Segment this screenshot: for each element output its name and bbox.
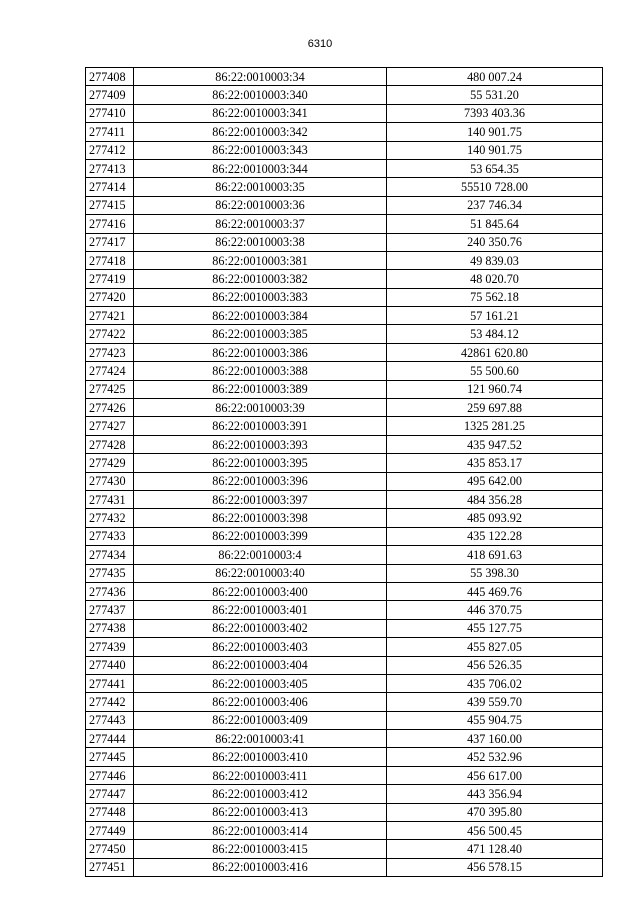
table-row [86, 858, 603, 876]
table-row [86, 178, 603, 196]
table-row [86, 417, 603, 435]
table-row [86, 454, 603, 472]
cadastral-number-cell: 86:22:0010003:344 [134, 159, 387, 177]
value-cell: 7393 403.36 [387, 104, 603, 122]
cadastral-number-cell: 86:22:0010003:388 [134, 362, 387, 380]
cadastral-number-cell: 86:22:0010003:37 [134, 215, 387, 233]
row-number-cell: 277443 [86, 711, 134, 729]
row-number-cell: 277425 [86, 380, 134, 398]
table-row [86, 546, 603, 564]
row-number-cell: 277422 [86, 325, 134, 343]
cadastral-number-cell: 86:22:0010003:384 [134, 307, 387, 325]
row-number-cell: 277440 [86, 656, 134, 674]
value-cell: 49 839.03 [387, 251, 603, 269]
row-number-cell: 277409 [86, 86, 134, 104]
cadastral-number-cell: 86:22:0010003:415 [134, 840, 387, 858]
row-number-cell: 277434 [86, 546, 134, 564]
value-cell: 1325 281.25 [387, 417, 603, 435]
value-cell: 75 562.18 [387, 288, 603, 306]
row-number-cell: 277435 [86, 564, 134, 582]
row-number-cell: 277446 [86, 766, 134, 784]
table-row [86, 656, 603, 674]
row-number-cell: 277449 [86, 822, 134, 840]
value-cell: 240 350.76 [387, 233, 603, 251]
table-row [86, 233, 603, 251]
table-row [86, 693, 603, 711]
table-row [86, 582, 603, 600]
cadastral-number-cell: 86:22:0010003:404 [134, 656, 387, 674]
value-cell: 484 356.28 [387, 490, 603, 508]
row-number-cell: 277426 [86, 399, 134, 417]
cadastral-number-cell: 86:22:0010003:416 [134, 858, 387, 876]
cadastral-number-cell: 86:22:0010003:386 [134, 343, 387, 361]
table-row [86, 141, 603, 159]
cadastral-number-cell: 86:22:0010003:403 [134, 638, 387, 656]
cadastral-number-cell: 86:22:0010003:40 [134, 564, 387, 582]
table-row [86, 527, 603, 545]
table-row [86, 490, 603, 508]
value-cell: 437 160.00 [387, 730, 603, 748]
row-number-cell: 277413 [86, 159, 134, 177]
table-row [86, 619, 603, 637]
table-row [86, 785, 603, 803]
row-number-cell: 277450 [86, 840, 134, 858]
table-row [86, 196, 603, 214]
cadastral-number-cell: 86:22:0010003:36 [134, 196, 387, 214]
value-cell: 470 395.80 [387, 803, 603, 821]
table-row [86, 288, 603, 306]
table-row [86, 325, 603, 343]
row-number-cell: 277427 [86, 417, 134, 435]
cadastral-number-cell: 86:22:0010003:399 [134, 527, 387, 545]
value-cell: 439 559.70 [387, 693, 603, 711]
row-number-cell: 277437 [86, 601, 134, 619]
value-cell: 443 356.94 [387, 785, 603, 803]
cadastral-number-cell: 86:22:0010003:341 [134, 104, 387, 122]
cadastral-number-cell: 86:22:0010003:396 [134, 472, 387, 490]
value-cell: 418 691.63 [387, 546, 603, 564]
table-body [86, 68, 603, 877]
cadastral-number-cell: 86:22:0010003:401 [134, 601, 387, 619]
table-row [86, 638, 603, 656]
row-number-cell: 277445 [86, 748, 134, 766]
row-number-cell: 277416 [86, 215, 134, 233]
cadastral-number-cell: 86:22:0010003:400 [134, 582, 387, 600]
row-number-cell: 277442 [86, 693, 134, 711]
table-row [86, 380, 603, 398]
table-row [86, 803, 603, 821]
table-row [86, 104, 603, 122]
table-row [86, 435, 603, 453]
value-cell: 446 370.75 [387, 601, 603, 619]
value-cell: 495 642.00 [387, 472, 603, 490]
row-number-cell: 277451 [86, 858, 134, 876]
value-cell: 435 122.28 [387, 527, 603, 545]
page-number: 6310 [307, 38, 333, 50]
value-cell: 42861 620.80 [387, 343, 603, 361]
value-cell: 471 128.40 [387, 840, 603, 858]
row-number-cell: 277414 [86, 178, 134, 196]
row-number-cell: 277433 [86, 527, 134, 545]
value-cell: 480 007.24 [387, 68, 603, 86]
table-row [86, 601, 603, 619]
value-cell: 455 827.05 [387, 638, 603, 656]
cadastral-number-cell: 86:22:0010003:389 [134, 380, 387, 398]
row-number-cell: 277430 [86, 472, 134, 490]
cadastral-number-cell: 86:22:0010003:409 [134, 711, 387, 729]
value-cell: 55510 728.00 [387, 178, 603, 196]
value-cell: 48 020.70 [387, 270, 603, 288]
cadastral-number-cell: 86:22:0010003:413 [134, 803, 387, 821]
row-number-cell: 277423 [86, 343, 134, 361]
table-row [86, 509, 603, 527]
row-number-cell: 277432 [86, 509, 134, 527]
value-cell: 456 500.45 [387, 822, 603, 840]
cadastral-number-cell: 86:22:0010003:405 [134, 674, 387, 692]
table-row [86, 674, 603, 692]
cadastral-number-cell: 86:22:0010003:411 [134, 766, 387, 784]
cadastral-number-cell: 86:22:0010003:406 [134, 693, 387, 711]
cadastral-number-cell: 86:22:0010003:38 [134, 233, 387, 251]
value-cell: 51 845.64 [387, 215, 603, 233]
cadastral-number-cell: 86:22:0010003:410 [134, 748, 387, 766]
cadastral-number-cell: 86:22:0010003:342 [134, 123, 387, 141]
table-row [86, 251, 603, 269]
cadastral-number-cell: 86:22:0010003:391 [134, 417, 387, 435]
row-number-cell: 277439 [86, 638, 134, 656]
table-row [86, 711, 603, 729]
row-number-cell: 277421 [86, 307, 134, 325]
row-number-cell: 277438 [86, 619, 134, 637]
table-row [86, 343, 603, 361]
row-number-cell: 277424 [86, 362, 134, 380]
value-cell: 55 500.60 [387, 362, 603, 380]
table-row [86, 159, 603, 177]
row-number-cell: 277411 [86, 123, 134, 141]
row-number-cell: 277448 [86, 803, 134, 821]
cadastral-number-cell: 86:22:0010003:39 [134, 399, 387, 417]
row-number-cell: 277408 [86, 68, 134, 86]
row-number-cell: 277420 [86, 288, 134, 306]
value-cell: 455 904.75 [387, 711, 603, 729]
table-row [86, 123, 603, 141]
value-cell: 140 901.75 [387, 123, 603, 141]
cadastral-number-cell: 86:22:0010003:382 [134, 270, 387, 288]
table-row [86, 472, 603, 490]
value-cell: 435 853.17 [387, 454, 603, 472]
value-cell: 140 901.75 [387, 141, 603, 159]
cadastral-number-cell: 86:22:0010003:412 [134, 785, 387, 803]
table-row [86, 86, 603, 104]
value-cell: 57 161.21 [387, 307, 603, 325]
value-cell: 435 706.02 [387, 674, 603, 692]
cadastral-number-cell: 86:22:0010003:402 [134, 619, 387, 637]
row-number-cell: 277412 [86, 141, 134, 159]
table-row [86, 840, 603, 858]
row-number-cell: 277441 [86, 674, 134, 692]
cadastral-number-cell: 86:22:0010003:393 [134, 435, 387, 453]
value-cell: 456 526.35 [387, 656, 603, 674]
cadastral-number-cell: 86:22:0010003:414 [134, 822, 387, 840]
cadastral-number-cell: 86:22:0010003:395 [134, 454, 387, 472]
cadastral-number-cell: 86:22:0010003:398 [134, 509, 387, 527]
table-row [86, 766, 603, 784]
table-row [86, 307, 603, 325]
cadastral-number-cell: 86:22:0010003:397 [134, 490, 387, 508]
value-cell: 435 947.52 [387, 435, 603, 453]
value-cell: 445 469.76 [387, 582, 603, 600]
cadastral-number-cell: 86:22:0010003:340 [134, 86, 387, 104]
cadastral-number-cell: 86:22:0010003:343 [134, 141, 387, 159]
row-number-cell: 277418 [86, 251, 134, 269]
cadastral-number-cell: 86:22:0010003:383 [134, 288, 387, 306]
cadastral-number-cell: 86:22:0010003:381 [134, 251, 387, 269]
value-cell: 55 531.20 [387, 86, 603, 104]
row-number-cell: 277410 [86, 104, 134, 122]
table-row [86, 270, 603, 288]
value-cell: 455 127.75 [387, 619, 603, 637]
row-number-cell: 277419 [86, 270, 134, 288]
row-number-cell: 277436 [86, 582, 134, 600]
value-cell: 485 093.92 [387, 509, 603, 527]
table-row [86, 362, 603, 380]
row-number-cell: 277417 [86, 233, 134, 251]
value-cell: 456 578.15 [387, 858, 603, 876]
table-row [86, 564, 603, 582]
value-cell: 53 484.12 [387, 325, 603, 343]
row-number-cell: 277431 [86, 490, 134, 508]
value-cell: 452 532.96 [387, 748, 603, 766]
table-row [86, 822, 603, 840]
table-row [86, 748, 603, 766]
row-number-cell: 277415 [86, 196, 134, 214]
value-cell: 55 398.30 [387, 564, 603, 582]
value-cell: 259 697.88 [387, 399, 603, 417]
row-number-cell: 277429 [86, 454, 134, 472]
cadastral-value-table [85, 67, 603, 877]
value-cell: 53 654.35 [387, 159, 603, 177]
table-row [86, 730, 603, 748]
cadastral-number-cell: 86:22:0010003:41 [134, 730, 387, 748]
row-number-cell: 277447 [86, 785, 134, 803]
cadastral-number-cell: 86:22:0010003:385 [134, 325, 387, 343]
table-row [86, 399, 603, 417]
table-row [86, 215, 603, 233]
table-row [86, 68, 603, 86]
cadastral-number-cell: 86:22:0010003:4 [134, 546, 387, 564]
row-number-cell: 277428 [86, 435, 134, 453]
row-number-cell: 277444 [86, 730, 134, 748]
value-cell: 121 960.74 [387, 380, 603, 398]
value-cell: 456 617.00 [387, 766, 603, 784]
cadastral-number-cell: 86:22:0010003:34 [134, 68, 387, 86]
cadastral-number-cell: 86:22:0010003:35 [134, 178, 387, 196]
value-cell: 237 746.34 [387, 196, 603, 214]
